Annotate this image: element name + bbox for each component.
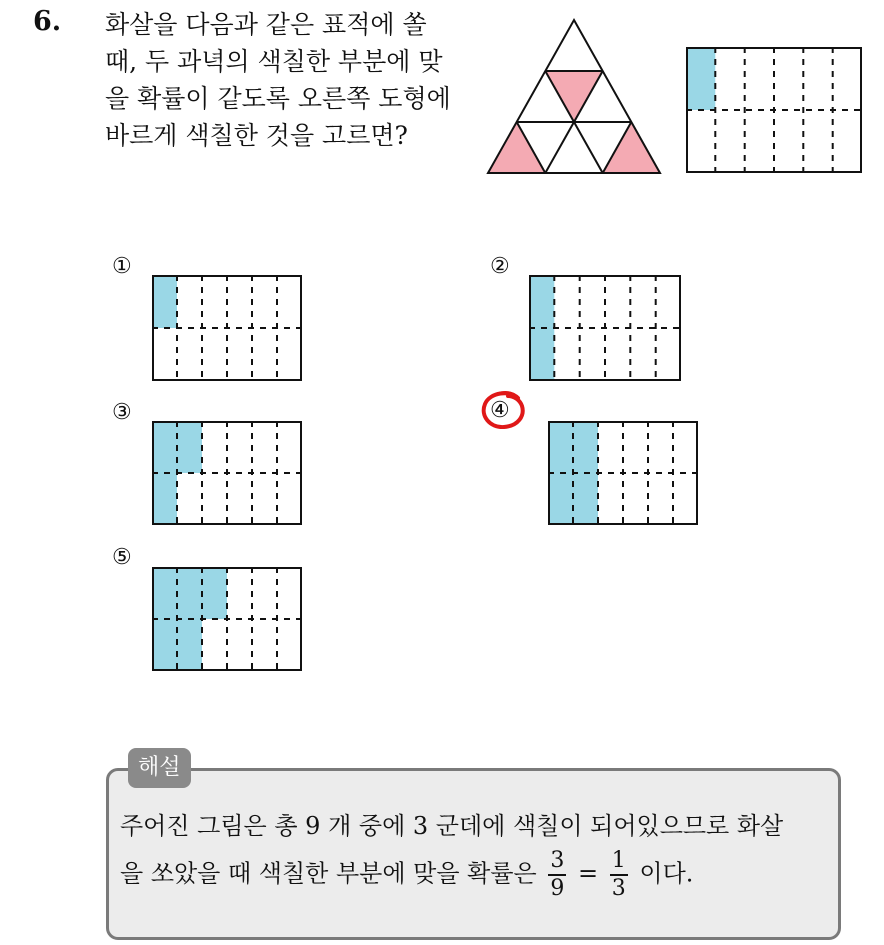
fraction-denominator: 9 (550, 876, 565, 901)
question-number: 6. (33, 6, 62, 37)
fraction-3-9 (548, 848, 566, 902)
question-line: 화살을 다음과 같은 표적에 쏠 (105, 10, 427, 39)
option-5-label: ⑤ (112, 545, 132, 570)
option-2-grid[interactable] (529, 275, 681, 381)
equals-sign: = (578, 859, 599, 888)
option-4-label: ④ (490, 398, 510, 423)
fraction-numerator: 3 (548, 848, 566, 876)
explanation-text: 이다. (639, 859, 694, 888)
explanation-text: 을 쏘았을 때 색칠한 부분에 맞을 확률은 (120, 859, 537, 888)
explanation-line-1: 주어진 그림은 총 9 개 중에 3 군데에 색칠이 되어있으므로 화살 (120, 812, 784, 840)
question-line: 을 확률이 같도록 오른쪽 도형에 (105, 84, 451, 113)
option-1-grid[interactable] (152, 275, 302, 381)
option-3-grid[interactable] (152, 421, 302, 525)
explanation-tag: 해설 (128, 748, 191, 788)
option-1-label: ① (112, 254, 132, 279)
option-2-label: ② (490, 254, 510, 279)
explanation-line-2 (120, 848, 693, 902)
rectangle-target (686, 47, 862, 173)
option-5-grid[interactable] (152, 567, 302, 671)
question-line: 바르게 색칠한 것을 고르면? (105, 121, 408, 150)
question-text (105, 6, 451, 154)
fraction-denominator: 3 (611, 876, 626, 901)
triangle-target (488, 20, 660, 173)
option-4-grid[interactable] (548, 421, 698, 525)
fraction-numerator: 1 (610, 848, 628, 876)
option-3-label: ③ (112, 400, 132, 425)
fraction-1-3 (610, 848, 628, 902)
question-line: 때, 두 과녁의 색칠한 부분에 맞 (105, 47, 443, 76)
